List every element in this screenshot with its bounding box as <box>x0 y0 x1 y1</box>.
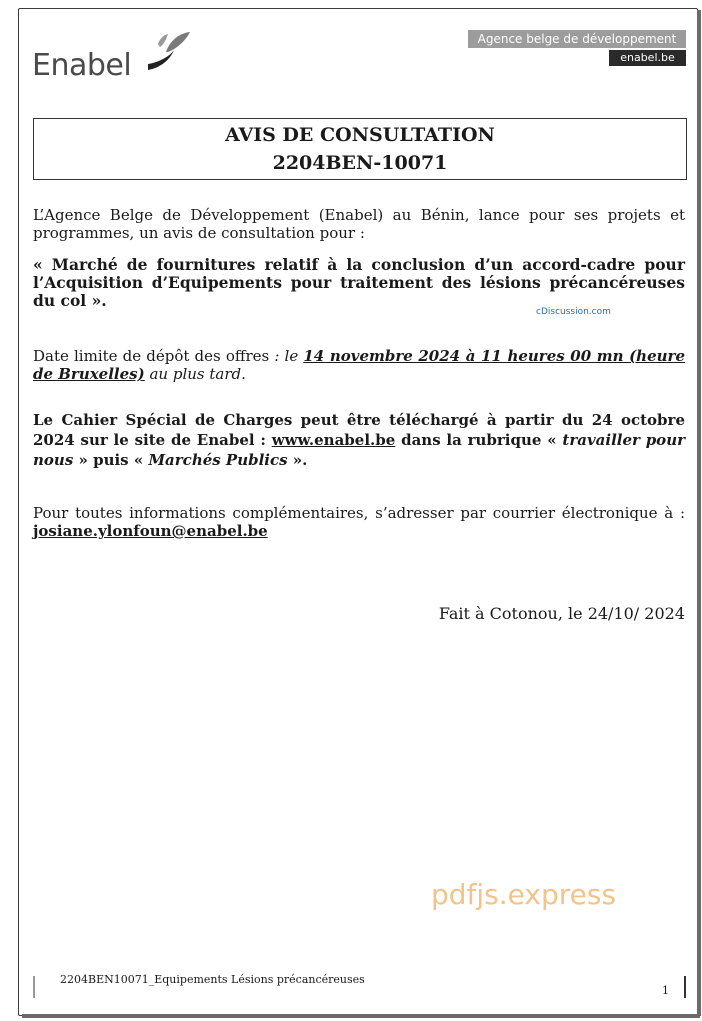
download-paragraph <box>33 410 685 470</box>
rubric-marches: Marchés Publics <box>148 451 288 469</box>
download-text-4: ». <box>287 451 308 469</box>
deadline-value: 14 novembre 2024 à 11 heures 00 mn (heure de Bruxelles) <box>33 347 685 383</box>
page-shadow-right <box>697 10 701 1016</box>
enabel-logo <box>32 30 202 82</box>
download-text-3: » puis « <box>73 451 149 469</box>
footer-reference: 2204BEN10071_Equipements Lésions précancéreuses <box>60 973 365 986</box>
enabel-website-link[interactable]: www.enabel.be <box>271 431 396 449</box>
page-shadow-bottom <box>22 1014 700 1018</box>
deadline-suffix: au plus tard. <box>144 365 246 383</box>
intro-paragraph: L’Agence Belge de Développement (Enabel) au Bénin, lance pour ses projets et programmes, un avis de consultation pour : <box>33 206 685 242</box>
bird-logo-icon <box>144 30 192 74</box>
watermark-big: pdfjs.express <box>431 878 617 911</box>
footer-bar-left <box>33 976 35 998</box>
deadline-paragraph <box>33 347 685 383</box>
signature-line: Fait à Cotonou, le 24/10/ 2024 <box>438 604 685 623</box>
deadline-label: Date limite de dépôt des offres <box>33 347 270 365</box>
logo-text: Enabel <box>32 48 132 83</box>
download-text-2: dans la rubrique « <box>395 431 563 449</box>
subject-paragraph: « Marché de fournitures relatif à la conclusion d’un accord-cadre pour l’Acquisition d’Equipements pour traitement des lésions précancéreuses du col ». <box>33 255 685 310</box>
contact-text: Pour toutes informations complémentaires, s’adresser par courrier électronique à : <box>33 504 685 522</box>
site-banner: enabel.be <box>609 50 686 66</box>
footer-bar-right <box>684 976 686 998</box>
reference-number: 2204BEN-10071 <box>272 152 448 174</box>
rubric-travailler: travailler pour nous <box>33 431 685 469</box>
download-text-1: Le Cahier Spécial de Charges peut être téléchargé à partir du 24 octobre 2024 sur le site de Enabel : <box>33 411 685 449</box>
deadline-sep: : le <box>269 347 304 365</box>
page-number: 1 <box>662 984 669 997</box>
agency-banner: Agence belge de développement <box>468 30 686 48</box>
contact-email-link[interactable]: josiane.ylonfoun@enabel.be <box>33 522 268 540</box>
title-heading: AVIS DE CONSULTATION <box>225 124 495 146</box>
title-box <box>33 118 687 180</box>
contact-paragraph <box>33 504 685 540</box>
watermark-small: cDiscussion.com <box>536 307 611 317</box>
